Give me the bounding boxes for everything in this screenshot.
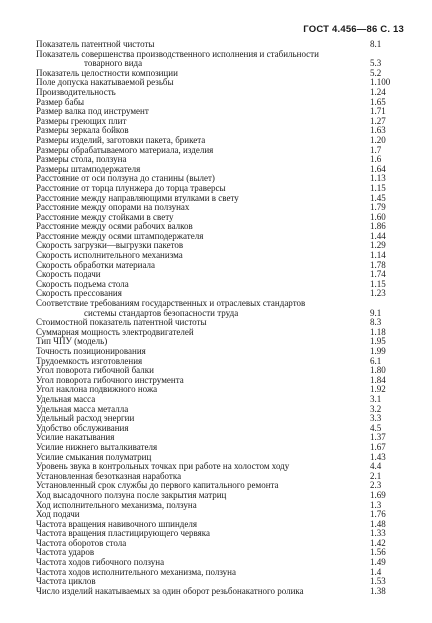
entry-name-line: Установленная безотказная наработка <box>36 470 182 481</box>
index-entry <box>36 88 404 98</box>
entry-code: 1.20 <box>370 134 386 145</box>
entry-code: 1.18 <box>370 326 386 337</box>
entry-name-line: Расстояние между осями рабочих валков <box>36 221 193 232</box>
entry-code: 8.1 <box>370 39 382 49</box>
entry-code: 1.78 <box>370 259 386 270</box>
entry-code: 1.63 <box>370 125 386 136</box>
entry-name-line: Усилие накатывания <box>36 432 115 443</box>
entry-name-line: Поле допуска накатываемой резьбы <box>36 77 174 88</box>
entry-name-line: Частота вращения пластицирующего червяка <box>36 528 210 539</box>
entry-code: 1.64 <box>370 163 386 174</box>
entry-name-line: Удельная масса металла <box>36 403 129 414</box>
entry-name-line: Уровень звука в контрольных точках при работе на холостом ходу <box>36 461 290 472</box>
entry-name-line: Показатель целостности композиции <box>36 67 178 78</box>
entry-name-line: Размеры греющих плит <box>36 115 127 126</box>
entry-name-line: Частота оборотов стола <box>36 537 127 548</box>
entry-code: 1.23 <box>370 288 386 299</box>
entry-code: 1.33 <box>370 528 386 539</box>
entry-name-line: Расстояние от оси ползуна до станины (вылет) <box>36 173 215 184</box>
entry-code: 1.86 <box>370 221 386 232</box>
entry-name-line: Удобство обслуживания <box>36 422 129 433</box>
entry-code: 5.3 <box>370 58 382 69</box>
entry-code: 1.53 <box>370 576 386 587</box>
entry-name-line: Угол поворота гибочного инструмента <box>36 374 184 385</box>
entry-code: 6.1 <box>370 355 382 366</box>
entry-code: 3.3 <box>370 413 382 424</box>
entry-code: 1.13 <box>370 173 386 184</box>
entry-name-line: Частота вращения навивочного шпинделя <box>36 518 197 529</box>
entry-name-line: Тип ЧПУ (модель) <box>36 336 108 347</box>
entry-name-line: Размеры изделий, заготовки пакета, брикета <box>36 134 206 145</box>
entry-code: 1.15 <box>370 278 386 289</box>
entry-name-line: Частота циклов <box>36 576 96 587</box>
entry-name-line: Расстояние между опорами на ползунах <box>36 202 190 213</box>
entry-code: 1.92 <box>370 384 386 395</box>
index-entry <box>36 587 404 597</box>
entry-name-line: Размеры обрабатываемого материала, изделия <box>36 144 214 155</box>
entry-name-line: Скорость подъема стола <box>36 278 129 289</box>
entry-name-line: Усилие смыкания полуматриц <box>36 451 152 462</box>
entry-code: 8.3 <box>370 317 382 328</box>
entry-name-line: Показатель совершенства производственного исполнения и стабильности <box>36 48 319 59</box>
entry-code: 1.80 <box>370 365 386 376</box>
index-entry <box>36 299 404 318</box>
entry-name-continuation: системы стандартов безопасности труда <box>84 307 239 318</box>
entry-name-line: Производительность <box>36 86 116 97</box>
entry-code: 2.3 <box>370 480 382 491</box>
entry-code: 1.56 <box>370 547 386 558</box>
entry-name-line: Частота ходов гибочного ползуна <box>36 557 165 568</box>
entry-name-line: Расстояние между стойками в свету <box>36 211 174 222</box>
entry-name-line: Показатель патентной чистоты <box>36 39 155 49</box>
entry-name-continuation: товарного вида <box>84 58 143 69</box>
entry-code: 1.37 <box>370 432 386 443</box>
entry-name-line: Усилие нижнего выталкивателя <box>36 441 158 452</box>
entry-name-line: Удельная масса <box>36 393 96 404</box>
entry-name-line: Ход исполнительного механизма, ползуна <box>36 499 197 510</box>
entry-code: 1.65 <box>370 96 386 107</box>
index-entry <box>36 50 404 69</box>
entry-code: 1.84 <box>370 374 386 385</box>
entry-name-line: Установленный срок службы до первого капитального ремонта <box>36 480 279 491</box>
index-entry <box>36 501 404 511</box>
entry-name-line: Соответствие требованиям государственных и отраслевых стандартов <box>36 298 306 309</box>
entry-code: 1.95 <box>370 336 386 347</box>
entry-name <box>36 88 370 98</box>
entry-code: 5.2 <box>370 67 382 78</box>
entry-code: 1.43 <box>370 451 386 462</box>
entry-name-line: Размеры зеркала бойков <box>36 125 129 136</box>
entry-name-line: Стоимостной показатель патентной чистоты <box>36 317 207 328</box>
entry-name-line: Угол наклона подвижного ножа <box>36 384 158 395</box>
entry-name-line: Скорость исполнительного механизма <box>36 250 183 261</box>
entry-name-line: Скорость прессования <box>36 288 122 299</box>
entry-name-line: Скорость загрузки—выгрузки пакетов <box>36 240 184 251</box>
entry-code: 1.67 <box>370 441 386 452</box>
entry-code: 1.42 <box>370 537 386 548</box>
entry-name-line: Ход высадочного ползуна после закрытия матриц <box>36 489 227 500</box>
entry-code: 1.29 <box>370 240 386 251</box>
entry-code: 3.2 <box>370 403 382 414</box>
entry-code: 9.1 <box>370 307 382 318</box>
entry-name-line: Суммарная мощность электродвигателей <box>36 326 194 337</box>
index-list <box>36 40 404 596</box>
entry-code: 1.100 <box>370 77 391 88</box>
entry-code: 2.1 <box>370 470 382 481</box>
entry-name-line: Скорость обработки материала <box>36 259 156 270</box>
entry-name-line: Число изделий накатываемых за один оборот резьбонакатного ролика <box>36 585 304 596</box>
entry-code: 1.14 <box>370 250 386 261</box>
entry-name-line: Размер валка под инструмент <box>36 106 149 117</box>
entry-name-line: Удельный расход энергии <box>36 413 135 424</box>
entry-name <box>36 299 370 318</box>
entry-name <box>36 501 370 511</box>
entry-name-line: Трудоемкость изготовления <box>36 355 143 366</box>
entry-name-line: Точность позиционирования <box>36 346 146 356</box>
entry-code: 1.3 <box>370 499 382 510</box>
entry-name-line: Расстояние между осями штамподержателя <box>36 230 204 241</box>
entry-name-line: Ход подачи <box>36 509 80 520</box>
entry-code: 1.49 <box>370 557 386 568</box>
entry-code: 1.99 <box>370 346 386 356</box>
entry-code: 1.44 <box>370 230 386 241</box>
entry-code: 1.38 <box>370 585 386 596</box>
entry-code: 1.15 <box>370 182 386 193</box>
entry-name-line: Размер бабы <box>36 96 85 107</box>
entry-name-line: Угол поворота гибочной балки <box>36 365 154 376</box>
entry-name-line: Частота ударов <box>36 547 95 558</box>
entry-code: 1.69 <box>370 489 386 500</box>
entry-code: 3.1 <box>370 393 382 404</box>
entry-name <box>36 50 370 69</box>
entry-code: 1.79 <box>370 202 386 213</box>
entry-name-line: Расстояние между направляющими втулками в свету <box>36 192 239 203</box>
entry-code: 1.76 <box>370 509 386 520</box>
entry-name-line: Размеры стола, ползуна <box>36 154 127 165</box>
entry-name-line: Размеры штамподержателя <box>36 163 141 174</box>
entry-code: 1.27 <box>370 115 386 126</box>
entry-code: 4.5 <box>370 422 382 433</box>
entry-code: 4.4 <box>370 461 382 472</box>
entry-name-line: Скорость подачи <box>36 269 101 280</box>
entry-code: 1.60 <box>370 211 386 222</box>
entry-code: 1.4 <box>370 566 382 577</box>
entry-name-line: Расстояние от торца плунжера до торца траверсы <box>36 182 226 193</box>
entry-code: 1.24 <box>370 86 386 97</box>
entry-code: 1.6 <box>370 154 382 165</box>
page-header: ГОСТ 4.456—86 С. 13 <box>303 24 404 35</box>
entry-code: 1.71 <box>370 106 386 117</box>
entry-name <box>36 587 370 597</box>
entry-code: 1.45 <box>370 192 386 203</box>
entry-code: 1.48 <box>370 518 386 529</box>
entry-code: 1.7 <box>370 144 382 155</box>
entry-name-line: Частота ходов исполнительного механизма, ползуна <box>36 566 236 577</box>
entry-code: 1.74 <box>370 269 386 280</box>
